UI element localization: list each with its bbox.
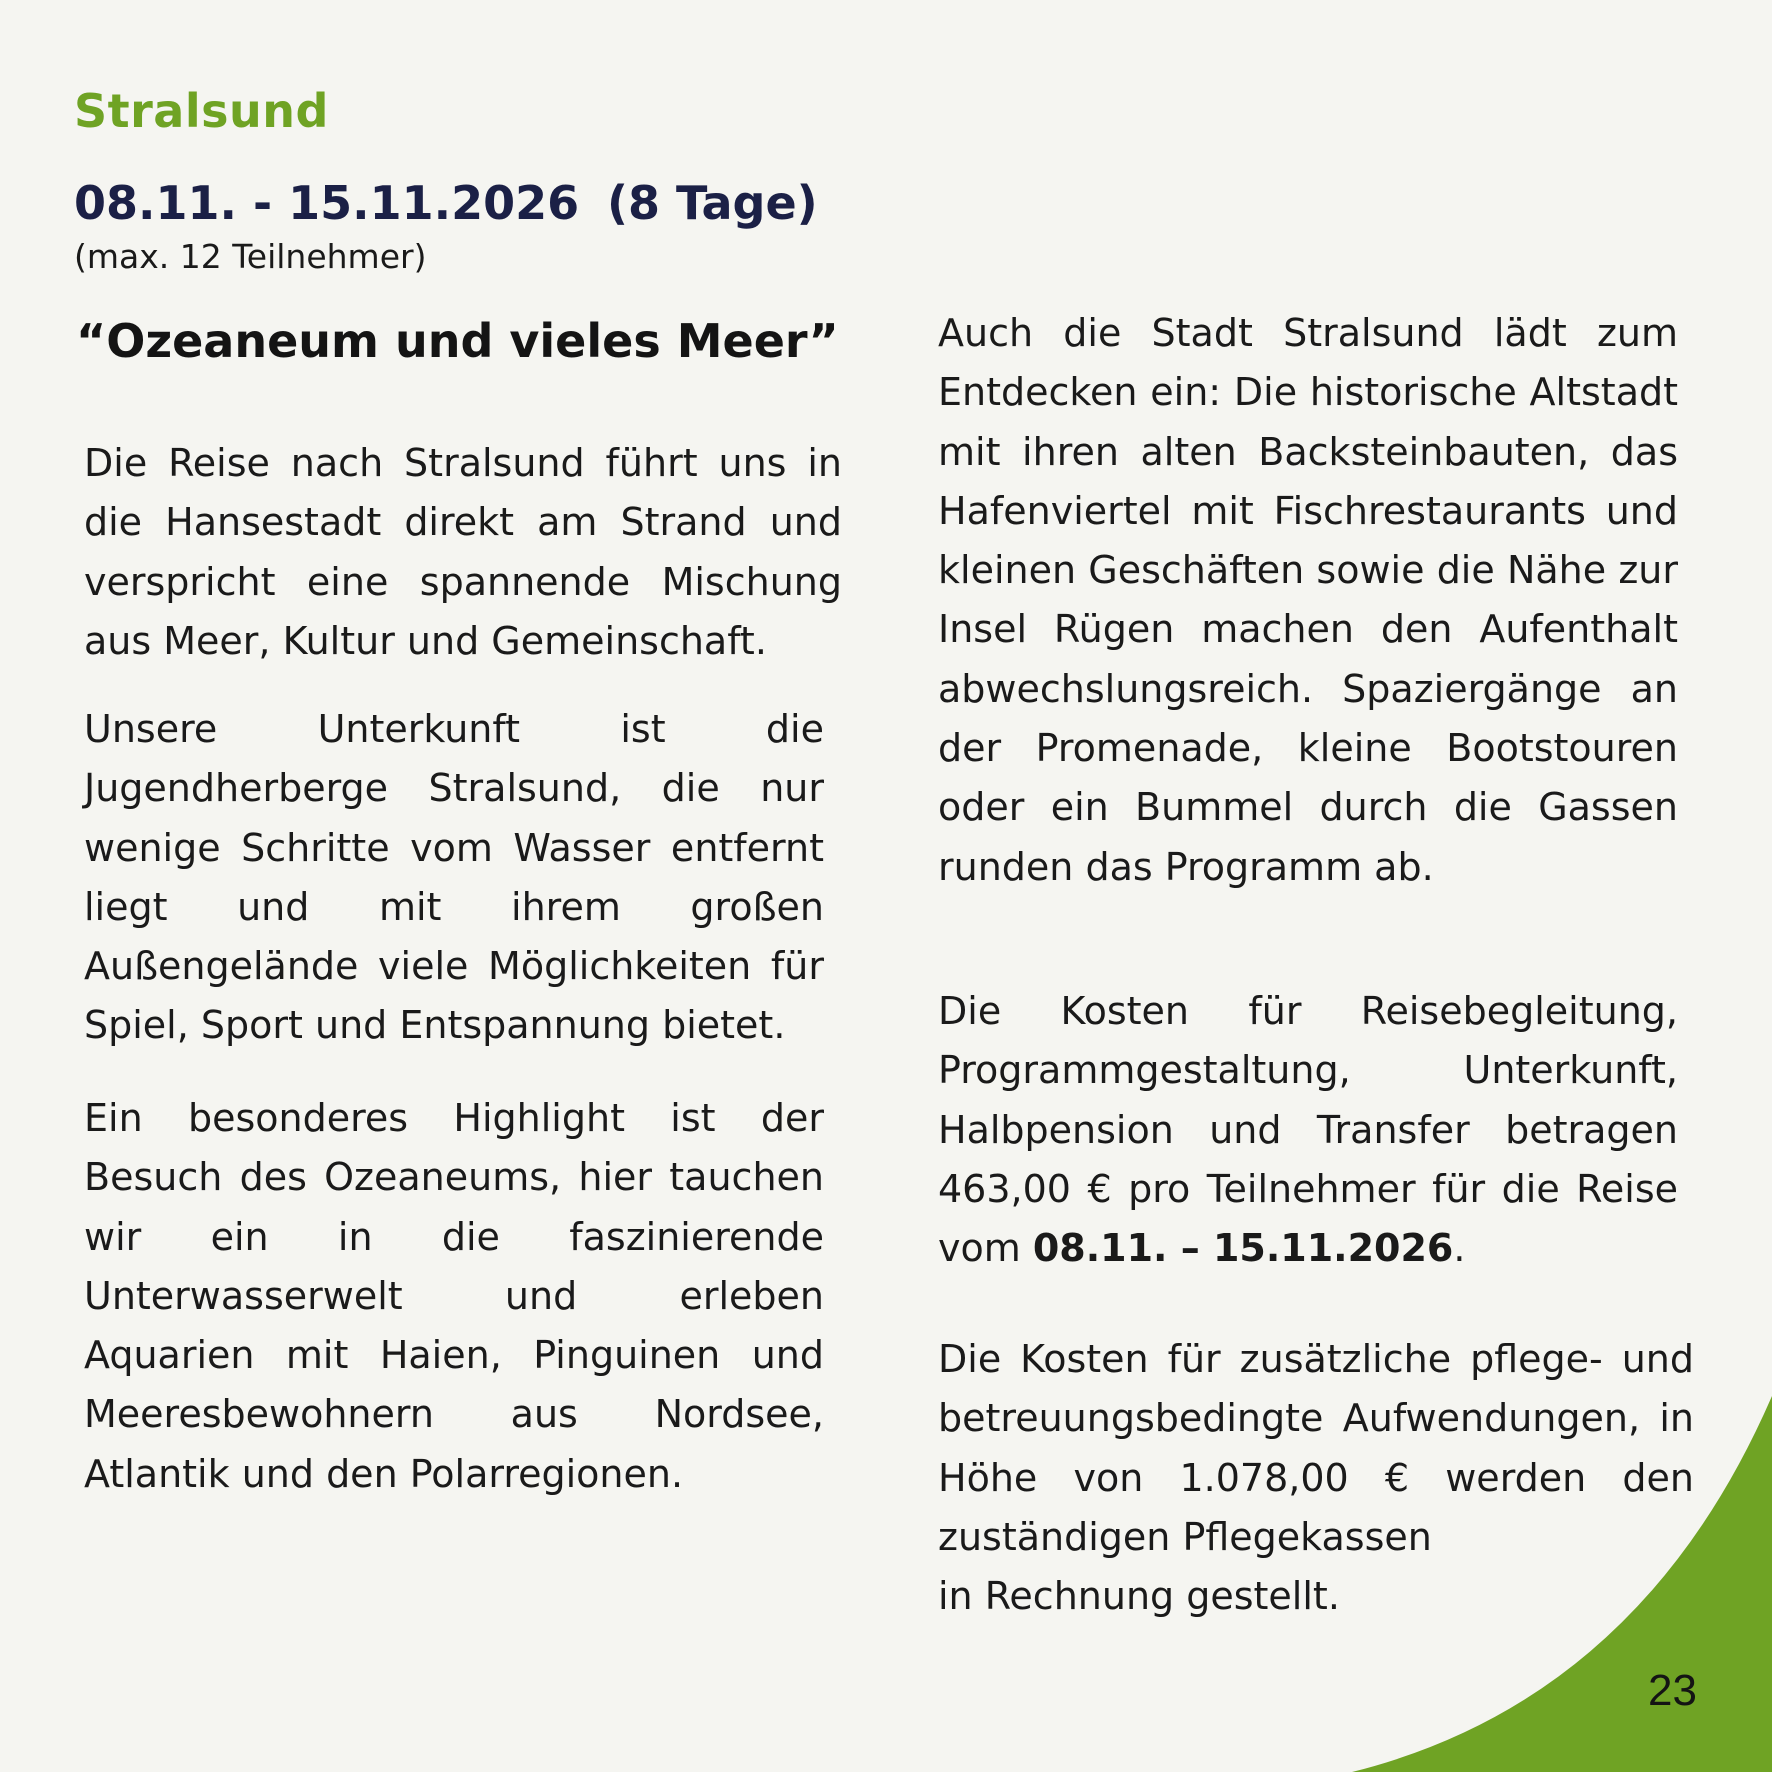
trip-duration: (8 Tage) bbox=[607, 176, 818, 230]
location-heading: Stralsund bbox=[74, 84, 329, 138]
costs-paragraph bbox=[938, 982, 1678, 1278]
participants-limit: (max. 12 Teilnehmer) bbox=[74, 237, 427, 276]
date-range: 08.11. - 15.11.2026 bbox=[74, 176, 580, 230]
costs-dates: 08.11. – 15.11.2026 bbox=[1032, 1226, 1454, 1271]
city-paragraph: Auch die Stadt Stralsund lädt zum Entdecken ein: Die historische Altstadt mit ihren alten Backsteinbauten, das Hafenviertel mit Fischrestaurants und kleinen Geschäften sowie die Nähe zur Insel Rügen machen den Aufenthalt abwechslungsreich. Spaziergänge an der Promenade, kleine Bootstouren oder ein Bummel durch die Gassen runden das Programm ab. bbox=[938, 311, 1678, 889]
intro-paragraph: Die Reise nach Stralsund führt uns in die Hansestadt direkt am Strand und verspricht eine spannende Mischung aus Meer, Kultur und Gemeinschaft. bbox=[84, 441, 842, 663]
highlight-paragraph: Ein besonderes Highlight ist der Besuch des Ozeaneums, hier tauchen wir ein in die faszinierende Unterwasserwelt und erleben Aquarien mit Haien, Pinguinen und Meeresbewohnern aus Nordsee, Atlantik und den Polarregionen. bbox=[84, 1096, 824, 1496]
costs-end: . bbox=[1453, 1226, 1466, 1271]
trip-title: “Ozeaneum und vieles Meer” bbox=[76, 314, 839, 368]
accommodation-paragraph: Unsere Unterkunft ist die Jugendherberge Stralsund, die nur wenige Schritte vom Wasser entfernt liegt und mit ihrem großen Außengelände viele Möglichkeiten für Spiel, Sport und Entspannung bietet. bbox=[84, 707, 824, 1048]
care-costs-closing: in Rechnung gestellt. bbox=[938, 1574, 1340, 1618]
costs-intro: Die Kosten für Reisebegleitung, Programmgestaltung, Unterkunft, Halbpension und Transfer betragen 463,00 € pro Teilnehmer für die Reise vom bbox=[938, 989, 1678, 1271]
care-costs-paragraph: Die Kosten für zusätzliche pflege- und betreuungsbedingte Aufwendungen, in Höhe von 1.078,00 € werden den zuständigen Pflegekassen bbox=[938, 1337, 1694, 1559]
page-number: 23 bbox=[1648, 1666, 1697, 1715]
